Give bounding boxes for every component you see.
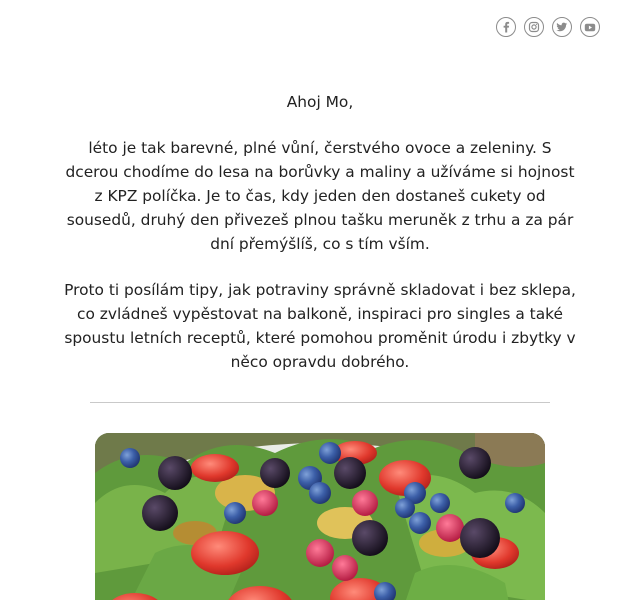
twitter-icon[interactable] xyxy=(552,17,572,37)
divider xyxy=(90,402,550,403)
facebook-icon[interactable] xyxy=(496,17,516,37)
salad-image xyxy=(95,433,545,600)
social-links xyxy=(496,17,600,37)
intro-paragraph: léto je tak barevné, plné vůní, čerstvého ovoce a zeleniny. S dcerou chodíme do lesa na borůvky a maliny a užíváme si hojnost z KPZ políčka. Je to čas, kdy jeden den dostaneš cukety od sousedů, druhý den přivezeš plnou tašku meruněk z trhu a za pár dní přemýšlíš, co s tím vším. xyxy=(65,139,575,253)
tips-paragraph: Proto ti posílám tipy, jak potraviny správně skladovat i bez sklepa, co zvládneš vypěstovat na balkoně, inspiraci pro singles a také spoustu letních receptů, které pomohou proměnit úrodu i zbytky v něco opravdu dobrého. xyxy=(64,281,576,371)
youtube-icon[interactable] xyxy=(580,17,600,37)
instagram-icon[interactable] xyxy=(524,17,544,37)
greeting-text: Ahoj Mo, xyxy=(286,93,354,111)
email-body xyxy=(60,90,580,374)
